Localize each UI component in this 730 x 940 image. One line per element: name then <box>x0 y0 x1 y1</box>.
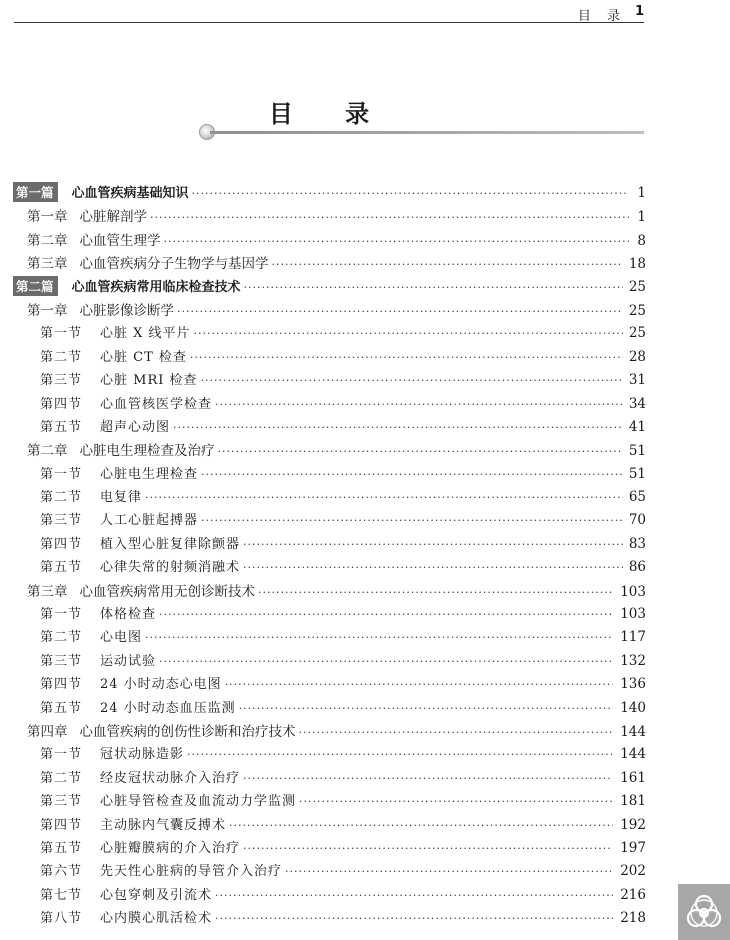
toc-section-label: 第二节 <box>40 490 83 506</box>
toc-section-title: 24 小时动态心电图 <box>100 677 222 693</box>
toc-section-row <box>0 860 660 883</box>
toc-dot-leader <box>201 468 623 481</box>
toc-dot-leader <box>243 772 613 785</box>
toc-dot-leader <box>173 421 623 434</box>
toc-section-row <box>0 907 660 930</box>
toc-chapter-label: 第一章 <box>27 302 68 319</box>
toc-dot-leader <box>215 889 613 902</box>
toc-dot-leader <box>218 445 624 458</box>
toc-dot-leader <box>194 327 623 340</box>
toc-section-label: 第五节 <box>40 419 83 435</box>
toc-section-row <box>0 369 660 392</box>
toc-section-title: 经皮冠状动脉介入治疗 <box>100 770 241 786</box>
toc-chapter-label: 第二章 <box>27 443 68 460</box>
toc-page-number: 161 <box>620 769 646 786</box>
title-rule <box>210 131 644 134</box>
toc-section-title: 心内膜心肌活检术 <box>100 911 213 927</box>
toc-section-label: 第六节 <box>40 864 83 880</box>
toc-section-label: 第七节 <box>40 887 83 903</box>
toc-page-number: 117 <box>620 629 646 646</box>
toc-chapter-label: 第三章 <box>27 583 68 600</box>
toc-section-title: 心脏 MRI 检查 <box>100 373 198 389</box>
toc-section-label: 第三节 <box>40 513 83 529</box>
toc-section-label: 第四节 <box>40 396 83 412</box>
toc-part-label: 第二篇 <box>13 276 58 296</box>
toc-section-row <box>0 767 660 790</box>
toc-section-title: 心脏电生理检查 <box>100 466 199 482</box>
toc-chapter-title: 心脏影像诊断学 <box>79 302 174 319</box>
toc-section-row <box>0 790 660 813</box>
toc-chapter-row <box>0 580 660 603</box>
toc-part-row <box>0 182 660 205</box>
toc-section-label: 第五节 <box>40 840 83 856</box>
toc-section-title: 心血管核医学检查 <box>100 396 213 412</box>
toc-dot-leader <box>187 748 613 761</box>
toc-section-row <box>0 743 660 766</box>
toc-section-row <box>0 486 660 509</box>
toc-page-number: 25 <box>628 302 646 319</box>
toc-chapter-title: 心血管疾病常用无创诊断技术 <box>79 583 255 600</box>
toc-page-number: 103 <box>620 583 646 600</box>
toc-section-label: 第三节 <box>40 794 83 810</box>
toc-section-label: 第四节 <box>40 677 83 693</box>
toc-dot-leader <box>145 491 623 504</box>
toc-section-label: 第八节 <box>40 911 83 927</box>
toc-chapter-row <box>0 720 660 743</box>
biohazard-icon <box>682 890 726 934</box>
toc-dot-leader <box>145 631 613 644</box>
toc-dot-leader <box>159 655 613 668</box>
toc-section-title: 冠状动脉造影 <box>100 747 185 763</box>
toc-chapter-row <box>0 299 660 322</box>
toc-section-row <box>0 416 660 439</box>
toc-section-title: 主动脉内气囊反搏术 <box>100 817 227 833</box>
toc-page-number: 1 <box>637 209 646 226</box>
toc-dot-leader <box>164 235 630 248</box>
table-of-contents <box>0 182 660 931</box>
toc-page-number: 8 <box>637 232 646 249</box>
toc-section-title: 先天性心脏病的导管介入治疗 <box>100 864 283 880</box>
toc-chapter-row <box>0 205 660 228</box>
toc-chapter-label: 第一章 <box>27 209 68 226</box>
toc-dot-leader <box>299 795 613 808</box>
toc-section-label: 第二节 <box>40 630 83 646</box>
running-header-page-number: 1 <box>634 4 644 19</box>
page-title: 目 录 <box>268 99 392 128</box>
toc-section-row <box>0 650 660 673</box>
toc-part-label: 第一篇 <box>13 182 58 202</box>
toc-section-title: 心脏导管检查及血流动力学监测 <box>100 794 297 810</box>
toc-page-number: 136 <box>620 676 646 693</box>
toc-dot-leader <box>150 211 629 224</box>
toc-dot-leader <box>299 726 614 739</box>
toc-chapter-label: 第三章 <box>27 256 68 273</box>
toc-section-title: 运动试验 <box>100 653 157 669</box>
toc-section-title: 植入型心脏复律除颤器 <box>100 536 241 552</box>
toc-chapter-row <box>0 229 660 252</box>
toc-section-title: 心脏瓣膜病的介入治疗 <box>100 840 241 856</box>
toc-page-number: 132 <box>620 652 646 669</box>
toc-section-label: 第二节 <box>40 770 83 786</box>
toc-chapter-title: 心脏电生理检查及治疗 <box>79 443 215 460</box>
toc-dot-leader <box>243 842 613 855</box>
toc-dot-leader <box>243 561 623 574</box>
toc-chapter-title: 心血管疾病分子生物学与基因学 <box>79 256 269 273</box>
toc-section-row <box>0 837 660 860</box>
toc-chapter-title: 心血管疾病的创伤性诊断和治疗技术 <box>79 723 296 740</box>
toc-dot-leader <box>285 865 613 878</box>
toc-page-number: 218 <box>620 910 646 927</box>
toc-section-row <box>0 673 660 696</box>
toc-section-title: 人工心脏起搏器 <box>100 513 199 529</box>
toc-section-row <box>0 626 660 649</box>
toc-dot-leader <box>229 819 613 832</box>
toc-dot-leader <box>159 608 613 621</box>
toc-section-label: 第一节 <box>40 747 83 763</box>
toc-page-number: 144 <box>620 746 646 763</box>
toc-dot-leader <box>215 398 623 411</box>
toc-page-number: 41 <box>628 418 646 435</box>
toc-section-label: 第一节 <box>40 326 83 342</box>
toc-section-label: 第五节 <box>40 560 83 576</box>
toc-section-title: 心脏 X 线平片 <box>100 326 191 342</box>
toc-page-number: 51 <box>628 465 646 482</box>
toc-dot-leader <box>244 281 623 294</box>
toc-dot-leader <box>192 187 629 200</box>
toc-page-number: 202 <box>620 863 646 880</box>
toc-page-number: 25 <box>628 278 646 295</box>
toc-chapter-title: 心血管生理学 <box>79 232 161 249</box>
toc-dot-leader <box>272 258 624 271</box>
toc-section-row <box>0 814 660 837</box>
toc-dot-leader <box>201 514 623 527</box>
toc-section-row <box>0 603 660 626</box>
toc-section-label: 第一节 <box>40 607 83 623</box>
toc-dot-leader <box>215 912 613 925</box>
toc-chapter-row <box>0 252 660 275</box>
toc-section-title: 体格检查 <box>100 607 157 623</box>
toc-section-title: 心包穿刺及引流术 <box>100 887 213 903</box>
running-header <box>14 0 644 23</box>
toc-page-number: 197 <box>620 839 646 856</box>
toc-section-label: 第四节 <box>40 536 83 552</box>
running-header-text: 目 录 <box>577 9 626 24</box>
toc-page-number: 181 <box>620 793 646 810</box>
toc-dot-leader <box>225 678 613 691</box>
toc-section-row <box>0 884 660 907</box>
toc-part-title: 心血管疾病基础知识 <box>71 186 189 201</box>
toc-section-row <box>0 556 660 579</box>
toc-section-row <box>0 346 660 369</box>
toc-page-number: 65 <box>628 489 646 506</box>
toc-section-title: 心律失常的射频消融术 <box>100 560 241 576</box>
toc-part-row <box>0 276 660 299</box>
toc-page-number: 18 <box>628 256 646 273</box>
toc-section-label: 第三节 <box>40 653 83 669</box>
toc-section-row <box>0 697 660 720</box>
toc-section-title: 心电图 <box>100 630 143 646</box>
toc-page-number: 86 <box>628 559 646 576</box>
toc-section-title: 心脏 CT 检查 <box>100 349 187 365</box>
toc-page-number: 31 <box>628 372 646 389</box>
toc-chapter-title: 心脏解剖学 <box>79 209 147 226</box>
corner-badge <box>678 884 730 940</box>
toc-page-number: 34 <box>628 395 646 412</box>
toc-dot-leader <box>243 538 623 551</box>
toc-section-label: 第五节 <box>40 700 83 716</box>
toc-section-row <box>0 533 660 556</box>
toc-page-number: 1 <box>637 185 646 201</box>
toc-page-number: 51 <box>628 443 646 460</box>
toc-section-title: 超声心动图 <box>100 419 171 435</box>
toc-section-title: 24 小时动态血压监测 <box>100 700 236 716</box>
toc-section-row <box>0 322 660 345</box>
toc-section-row <box>0 393 660 416</box>
toc-section-label: 第三节 <box>40 373 83 389</box>
toc-dot-leader <box>258 586 613 599</box>
toc-section-label: 第二节 <box>40 349 83 365</box>
toc-section-title: 电复律 <box>100 490 143 506</box>
toc-chapter-label: 第四章 <box>27 723 68 740</box>
toc-page-number: 83 <box>628 535 646 552</box>
toc-dot-leader <box>239 702 613 715</box>
toc-page-number: 192 <box>620 816 646 833</box>
toc-dot-leader <box>177 305 623 318</box>
toc-page-number: 25 <box>628 325 646 342</box>
toc-section-label: 第一节 <box>40 466 83 482</box>
toc-section-row <box>0 463 660 486</box>
toc-chapter-label: 第二章 <box>27 232 68 249</box>
toc-page-number: 216 <box>620 886 646 903</box>
toc-page-number: 70 <box>628 512 646 529</box>
toc-chapter-row <box>0 439 660 462</box>
toc-page-number: 140 <box>620 699 646 716</box>
toc-page-number: 103 <box>620 606 646 623</box>
toc-dot-leader <box>190 351 623 364</box>
toc-section-row <box>0 509 660 532</box>
toc-dot-leader <box>201 374 624 387</box>
toc-part-title: 心血管疾病常用临床检查技术 <box>71 279 241 295</box>
toc-page-number: 28 <box>628 348 646 365</box>
toc-section-label: 第四节 <box>40 817 83 833</box>
toc-page-number: 144 <box>620 723 646 740</box>
